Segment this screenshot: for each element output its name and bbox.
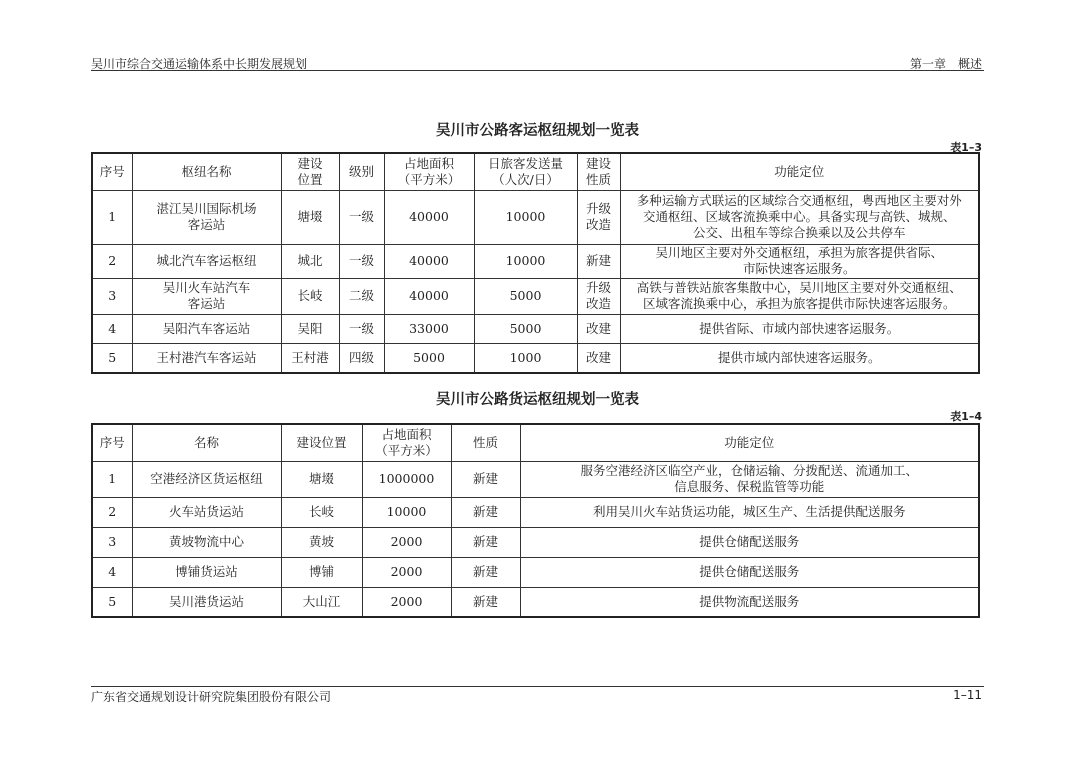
table-cell: 新建 [451, 527, 520, 557]
table-cell: 多种运输方式联运的区域综合交通枢纽，粤西地区主要对外 交通枢纽、区域客流换乘中心。具备实现与高铁、城规、 公交、出租车等综合换乘以及公共停车 [620, 190, 979, 244]
table-cell: 1000000 [362, 461, 451, 497]
header-rule [91, 70, 984, 71]
column-header: 名称 [132, 424, 281, 461]
table-cell: 新建 [451, 461, 520, 497]
chapter-title: 第一章 概述 [909, 57, 982, 71]
column-header: 日旅客发送量 （人次/日） [474, 153, 577, 190]
table-cell: 塘㙍 [281, 461, 362, 497]
table-cell: 吴川地区主要对外交通枢纽，承担为旅客提供省际、 市际快速客运服务。 [620, 244, 979, 278]
table-row [92, 343, 979, 373]
table-cell: 新建 [577, 244, 620, 278]
table-cell: 提供仓储配送服务 [520, 527, 979, 557]
column-header: 占地面积 （平方米） [362, 424, 451, 461]
table-cell: 一级 [339, 190, 384, 244]
table-row [92, 278, 979, 314]
table-cell: 5000 [384, 343, 474, 373]
table-cell: 塘㙍 [281, 190, 339, 244]
freight-hub-table [91, 423, 980, 618]
table-cell: 提供物流配送服务 [520, 587, 979, 617]
table-cell: 4 [92, 314, 132, 343]
table-cell: 湛江吴川国际机场 客运站 [132, 190, 281, 244]
column-header: 性质 [451, 424, 520, 461]
page-number: 1–11 [953, 688, 982, 702]
table-row [92, 314, 979, 343]
table-cell: 服务空港经济区临空产业，仓储运输、分拨配送、流通加工、 信息服务、保税监管等功能 [520, 461, 979, 497]
column-header: 功能定位 [520, 424, 979, 461]
document-header-title: 吴川市综合交通运输体系中长期发展规划 [91, 57, 308, 71]
column-header: 建设 性质 [577, 153, 620, 190]
table-header-row [92, 153, 979, 190]
table-cell: 黄坡物流中心 [132, 527, 281, 557]
table-cell: 长岐 [281, 497, 362, 527]
table-row [92, 527, 979, 557]
table-cell: 改建 [577, 314, 620, 343]
table-cell: 升级 改造 [577, 278, 620, 314]
table-cell: 1 [92, 190, 132, 244]
table-cell: 利用吴川火车站货运功能，城区生产、生活提供配送服务 [520, 497, 979, 527]
freight-table-title: 吴川市公路货运枢纽规划一览表 [436, 392, 639, 408]
table-cell: 1000 [474, 343, 577, 373]
table-cell: 5 [92, 587, 132, 617]
table-cell: 5000 [474, 314, 577, 343]
column-header: 占地面积 （平方米） [384, 153, 474, 190]
table-cell: 一级 [339, 244, 384, 278]
footer-rule [91, 686, 984, 687]
table-cell: 5000 [474, 278, 577, 314]
column-header: 序号 [92, 153, 132, 190]
passenger-table-number: 表1–3 [950, 141, 982, 154]
table-cell: 一级 [339, 314, 384, 343]
table-cell: 2 [92, 244, 132, 278]
table-row [92, 190, 979, 244]
table-cell: 40000 [384, 190, 474, 244]
table-cell: 提供仓储配送服务 [520, 557, 979, 587]
table-cell: 城北汽车客运枢纽 [132, 244, 281, 278]
table-row [92, 244, 979, 278]
passenger-table-title: 吴川市公路客运枢纽规划一览表 [436, 123, 639, 139]
table-cell: 40000 [384, 244, 474, 278]
table-cell: 10000 [362, 497, 451, 527]
table-cell: 10000 [474, 190, 577, 244]
table-cell: 空港经济区货运枢纽 [132, 461, 281, 497]
table-row [92, 497, 979, 527]
table-cell: 博铺 [281, 557, 362, 587]
table-cell: 提供省际、市域内部快速客运服务。 [620, 314, 979, 343]
table-cell: 新建 [451, 497, 520, 527]
table-cell: 40000 [384, 278, 474, 314]
column-header: 级别 [339, 153, 384, 190]
column-header: 功能定位 [620, 153, 979, 190]
table-cell: 升级 改造 [577, 190, 620, 244]
table-cell: 2000 [362, 557, 451, 587]
table-cell: 5 [92, 343, 132, 373]
table-cell: 吴川火车站汽车 客运站 [132, 278, 281, 314]
table-cell: 改建 [577, 343, 620, 373]
table-header-row [92, 424, 979, 461]
table-cell: 大山江 [281, 587, 362, 617]
table-cell: 10000 [474, 244, 577, 278]
column-header: 枢纽名称 [132, 153, 281, 190]
publisher-name: 广东省交通规划设计研究院集团股份有限公司 [91, 690, 332, 704]
table-cell: 2000 [362, 587, 451, 617]
table-cell: 3 [92, 278, 132, 314]
table-row [92, 557, 979, 587]
table-cell: 3 [92, 527, 132, 557]
table-cell: 2000 [362, 527, 451, 557]
table-cell: 提供市域内部快速客运服务。 [620, 343, 979, 373]
passenger-hub-table [91, 152, 980, 374]
table-cell: 火车站货运站 [132, 497, 281, 527]
table-cell: 2 [92, 497, 132, 527]
table-cell: 新建 [451, 587, 520, 617]
column-header: 建设 位置 [281, 153, 339, 190]
table-cell: 王村港汽车客运站 [132, 343, 281, 373]
table-cell: 吴阳汽车客运站 [132, 314, 281, 343]
table-cell: 二级 [339, 278, 384, 314]
table-cell: 1 [92, 461, 132, 497]
table-cell: 吴川港货运站 [132, 587, 281, 617]
table-row [92, 587, 979, 617]
freight-table-number: 表1–4 [950, 410, 982, 423]
table-row [92, 461, 979, 497]
column-header: 建设位置 [281, 424, 362, 461]
table-cell: 新建 [451, 557, 520, 587]
table-cell: 黄坡 [281, 527, 362, 557]
table-cell: 博铺货运站 [132, 557, 281, 587]
table-cell: 高铁与普铁站旅客集散中心，吴川地区主要对外交通枢纽、 区域客流换乘中心，承担为旅客提供市际快速客运服务。 [620, 278, 979, 314]
table-cell: 王村港 [281, 343, 339, 373]
table-cell: 33000 [384, 314, 474, 343]
table-cell: 吴阳 [281, 314, 339, 343]
table-cell: 长岐 [281, 278, 339, 314]
column-header: 序号 [92, 424, 132, 461]
table-cell: 4 [92, 557, 132, 587]
table-cell: 城北 [281, 244, 339, 278]
table-cell: 四级 [339, 343, 384, 373]
